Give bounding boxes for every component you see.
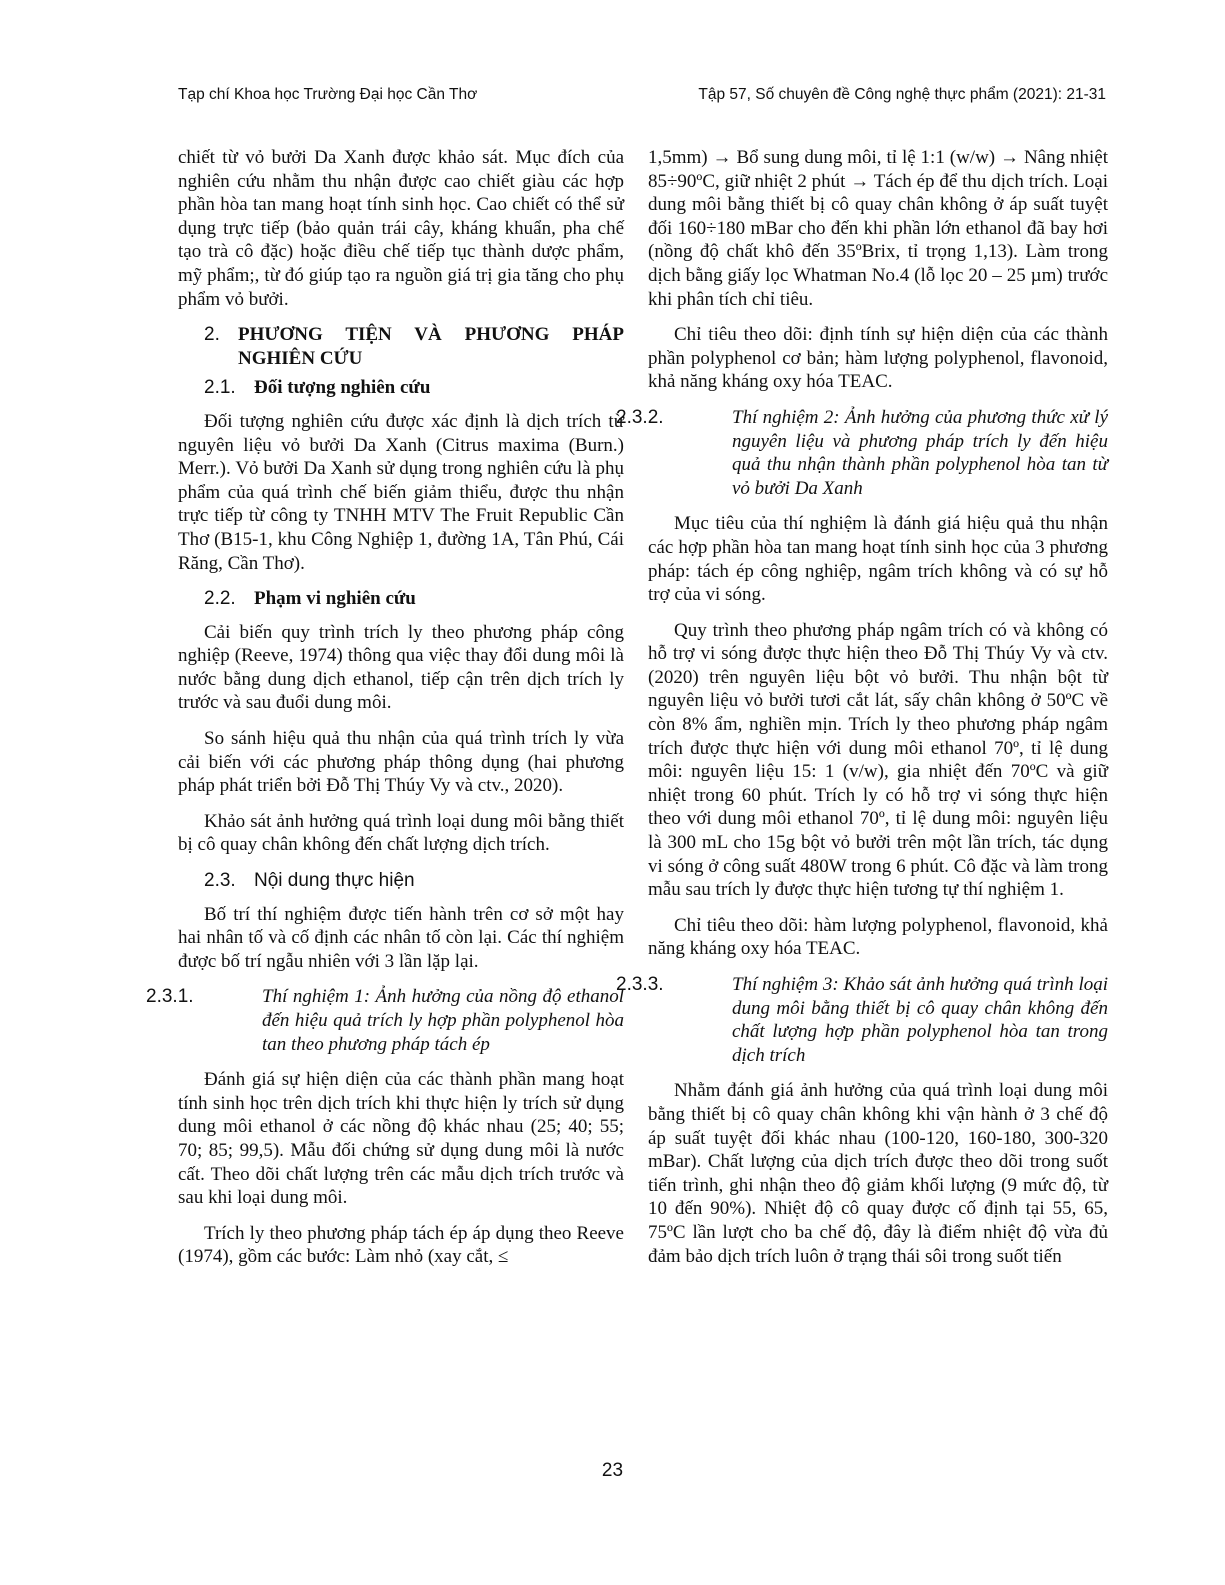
paragraph-tn1-a: Đánh giá sự hiện diện của các thành phần mang hoạt tính sinh học trên dịch trích khi thực hiện ly trích sử dụng dung môi ethanol ở các nồng độ khác nhau (25; 40; 55; 70; 85; 99,5). Mẫu đối chứng sử dụng dung môi là nước cất. Theo dõi chất lượng trên các mẫu dịch trích trước và sau khi loại dung môi. [178, 1069, 624, 1209]
paragraph-doi-tuong: Đối tượng nghiên cứu được xác định là dịch trích từ nguyên liệu vỏ bưởi Da Xanh (Citrus maxima (Burn.) Merr.). Vỏ bưởi Da Xanh sử dụng trong nghiên cứu là phụ phẩm của quá trình chế biến giảm thiểu, được thu nhận trực tiếp từ công ty TNHH MTV The Fruit Republic Cần Thơ (B15-1, khu Công Nghiệp 1, đường 1A, Tân Phú, Cái Răng, Cần Thơ). [178, 410, 624, 574]
subsection-heading-2-3-2 [616, 406, 1108, 500]
subsection-number: 2.3.3. [616, 974, 664, 995]
subsection-title: Nội dung thực hiện [254, 870, 415, 892]
paragraph-chi-tieu-1: Chỉ tiêu theo dõi: định tính sự hiện diện của các thành phần polyphenol cơ bản; hàm lượng polyphenol, flavonoid, khả năng kháng oxy hóa TEAC. [648, 324, 1108, 393]
subsection-number: 2.3.2. [616, 406, 664, 428]
section-heading-2 [204, 323, 624, 370]
paragraph-quy-trinh: Quy trình theo phương pháp ngâm trích có và không có hỗ trợ vi sóng được thực hiện theo Đỗ Thị Thúy Vy và ctv. (2020) trên nguyên liệu bột vỏ bưởi. Thu nhận bột từ nguyên liệu vỏ bưởi tươi cắt lát, sấy chân không ở 50ºC về còn 8% ẩm, nghiền mịn. Trích ly theo phương pháp ngâm trích được thực hiện với dung môi ethanol 70º, tỉ lệ dung môi: nguyên liệu 15: 1 (v/w), gia nhiệt đến 70ºC và giữ nhiệt trong 60 phút. Trích ly có hỗ trợ vi sóng thực hiện theo với dung môi ethanol 70º, tỉ lệ dung môi: nguyên liệu là 300 mL cho 15g bột vỏ bưởi trên một lần trích, tác dụng vi sóng ở công suất 480W trong 6 phút. Cô đặc và làm trong mẫu sau trích ly được thực hiện tương tự thí nghiệm 1. [648, 619, 1108, 901]
paragraph-noi-dung: Bố trí thí nghiệm được tiến hành trên cơ sở một hay hai nhân tố và cố định các nhân tố còn lại. Các thí nghiệm được bố trí ngẫu nhiên với 3 lần lặp lại. [178, 903, 624, 972]
subsection-title: Thí nghiệm 2: Ảnh hưởng của phương thức xử lý nguyên liệu và phương pháp trích ly đến hiệu quả thu nhận thành phần polyphenol hòa tan từ vỏ bưởi Da Xanh [732, 406, 1108, 499]
paragraph-tn3: Nhằm đánh giá ảnh hưởng của quá trình loại dung môi bằng thiết bị cô quay chân không khi vận hành ở 3 chế độ áp suất tuyệt đối khác nhau (100-120, 160-180, 300-320 mBar). Chất lượng của dịch trích được theo dõi trong suốt tiến trình, ghi nhận theo độ giảm khối lượng (9 mức độ, từ 10 đến 90%). Nhiệt độ cô quay được cố định tại 55, 65, 75ºC lần lượt cho ba chế độ, đây là điểm nhiệt độ vừa đủ đảm bảo dịch trích luôn ở trạng thái sôi trong suốt tiến [648, 1080, 1108, 1267]
subsection-heading-2-2 [204, 587, 624, 611]
paragraph-continued: 1,5mm) → Bổ sung dung môi, tỉ lệ 1:1 (w/w) → Nâng nhiệt 85÷90ºC, giữ nhiệt 2 phút → Tách ép để thu dịch trích. Loại dung môi bằng thiết bị cô quay chân không ở áp suất tuyệt đối 160÷180 mBar cho đến khi phần lớn ethanol đã bay hơi (nồng độ chất khô đến 35ºBrix, tỉ trọng 1,13). Làm trong dịch bằng giấy lọc Whatman No.4 (lỗ lọc 20 – 25 µm) trước khi phân tích chỉ tiêu. [648, 147, 1108, 310]
subsection-title: Thí nghiệm 1: Ảnh hưởng của nồng độ ethanol đến hiệu quả trích ly hợp phần polyphenol hòa tan theo phương pháp tách ép [262, 986, 624, 1055]
page-number: 23 [601, 1460, 624, 1481]
paragraph-muc-tieu: Mục tiêu của thí nghiệm là đánh giá hiệu quả thu nhận các hợp phần hòa tan mang hoạt tính sinh học của 3 phương pháp: tách ép công nghiệp, ngâm trích không và có sự hỗ trợ của vi sóng. [648, 513, 1108, 606]
paragraph-pham-vi-1: Cải biến quy trình trích ly theo phương pháp công nghiệp (Reeve, 1974) thông qua việc thay đổi dung môi là nước bằng dung dịch ethanol, tiếp cận trên dịch trích ly trước và sau đuổi dung môi. [178, 621, 624, 714]
intro-paragraph: chiết từ vỏ bưởi Da Xanh được khảo sát. Mục đích của nghiên cứu nhằm thu nhận được cao chiết giàu các hợp phần hòa tan mang hoạt tính sinh học. Cao chiết có thể sử dụng trực tiếp (bảo quản trái cây, kháng khuẩn, pha chế tạo trà cô đặc) hoặc điều chế tiếp tục thành dược phẩm, mỹ phẩm;, từ đó giúp tạo ra nguồn giá trị gia tăng cho phụ phẩm vỏ bưởi. [178, 147, 624, 310]
subsection-heading-2-1 [204, 376, 624, 400]
paragraph-pham-vi-2: So sánh hiệu quả thu nhận của quá trình trích ly vừa cải biến với các phương pháp thông dụng (hai phương pháp phát triển bởi Đỗ Thị Thúy Vy và ctv., 2020). [178, 728, 624, 797]
running-header [178, 86, 1106, 104]
subsection-title: Đối tượng nghiên cứu [254, 377, 431, 399]
paragraph-pham-vi-3: Khảo sát ảnh hưởng quá trình loại dung môi bằng thiết bị cô quay chân không đến chất lượng dịch trích. [178, 810, 624, 856]
subsection-title: Phạm vi nghiên cứu [254, 588, 416, 610]
subsection-number: 2.1. [204, 377, 236, 399]
section-title: PHƯƠNG TIỆN VÀ PHƯƠNG PHÁP NGHIÊN CỨU [238, 324, 624, 369]
paragraph-tn1-b: Trích ly theo phương pháp tách ép áp dụng theo Reeve (1974), gồm các bước: Làm nhỏ (xay cắt, ≤ [178, 1222, 624, 1268]
section-number: 2. [204, 324, 220, 346]
subsection-heading-2-3 [204, 869, 624, 893]
subsection-number: 2.3.1. [146, 986, 194, 1008]
issue-info: Tập 57, Số chuyên đề Công nghệ thực phẩm (2021): 21-31 [698, 86, 1106, 103]
right-column [616, 146, 1108, 1280]
subsection-heading-2-3-1 [146, 985, 624, 1056]
subsection-number: 2.2. [204, 588, 236, 610]
paragraph-chi-tieu-2: Chỉ tiêu theo dõi: hàm lượng polyphenol, flavonoid, khả năng kháng oxy hóa TEAC. [648, 914, 1108, 960]
subsection-heading-2-3-3 [616, 973, 1108, 1067]
left-column [146, 146, 624, 1281]
subsection-title: Thí nghiệm 3: Khảo sát ảnh hưởng quá trình loại dung môi bằng thiết bị cô quay chân không đến chất lượng hợp phần polyphenol hòa tan trong dịch trích [732, 974, 1108, 1066]
subsection-number: 2.3. [204, 870, 236, 892]
journal-name: Tạp chí Khoa học Trường Đại học Cần Thơ [178, 86, 478, 103]
